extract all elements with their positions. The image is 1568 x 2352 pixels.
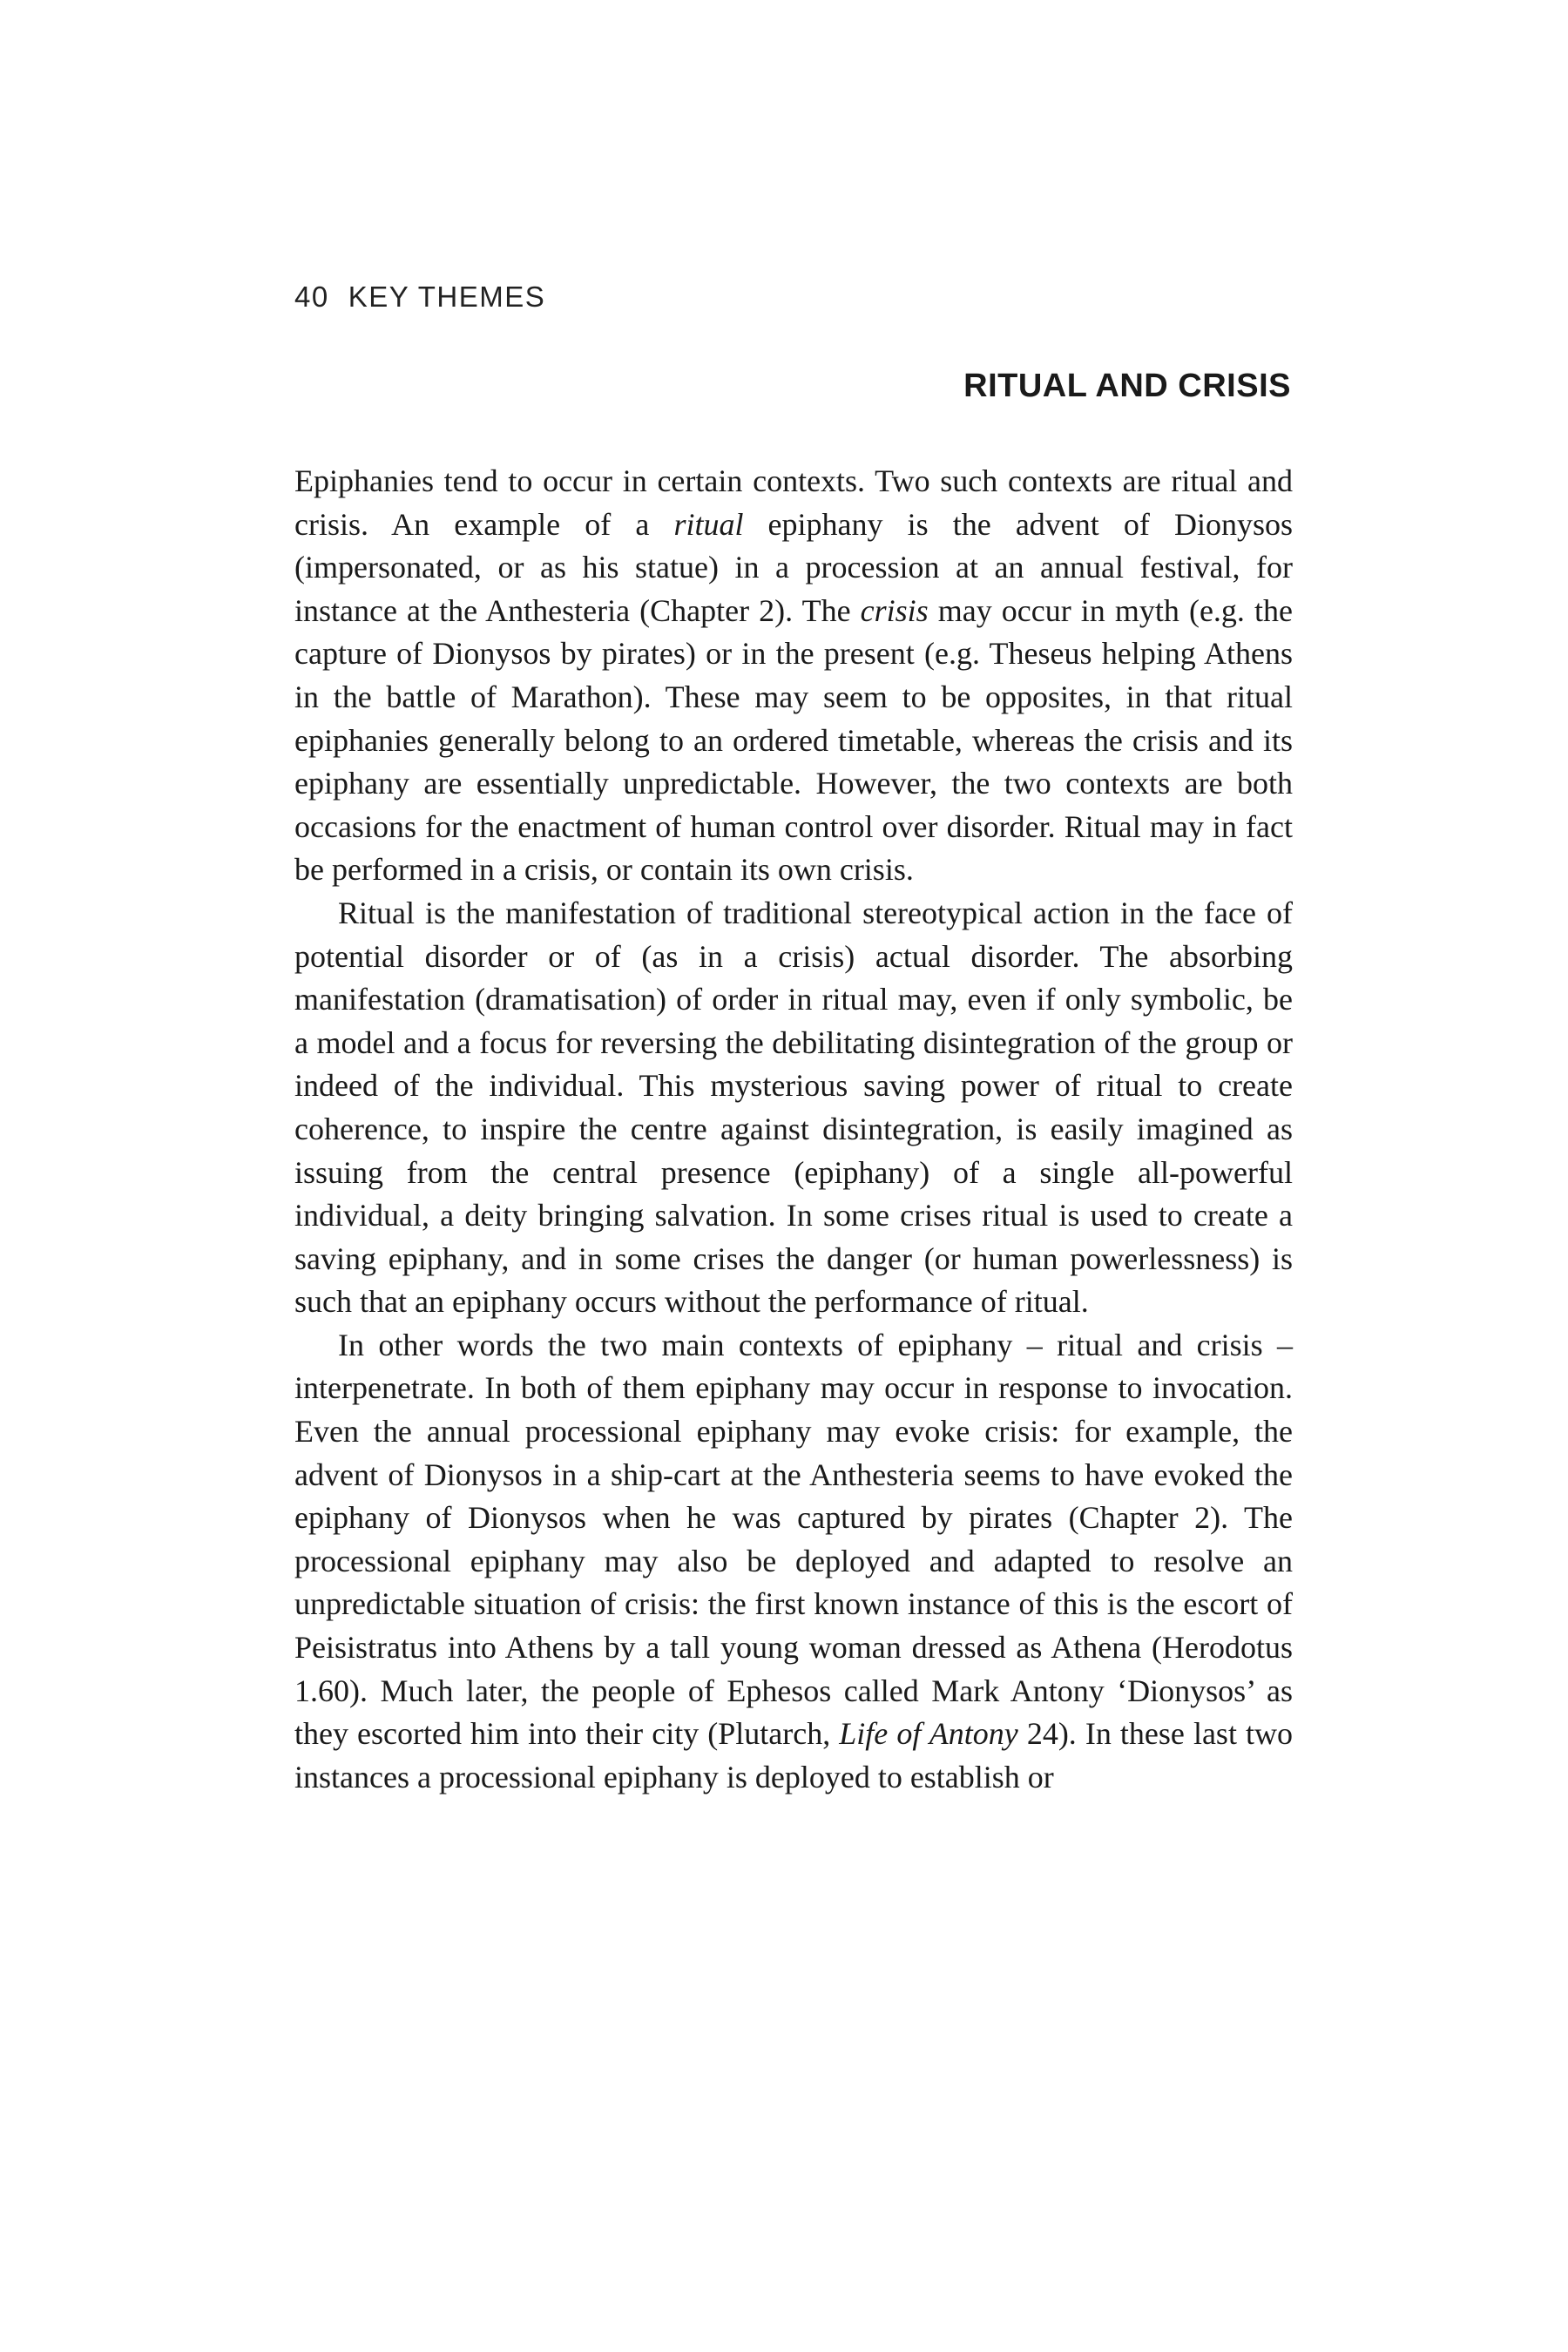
emphasis-crisis: crisis [860,592,929,628]
body-text [294,460,1293,1799]
text-run: 24). In these last two instances a processional epiphany is deployed to establish or [294,1716,1294,1794]
text-run: In other words the two main contexts of epiphany – ritual and crisis – interpenetrate. In both of them epiphany may occur in response to invocation. Even the annual processional epiphany may evoke crisis: for example, the advent of Dionysos in a ship-cart at the Anthesteria seems to have evoked the epiphany of Dionysos when he was captured by pirates (Chapter 2). The processional epiphany may also be deployed and adapted to resolve an unpredictable situation of crisis: the first known instance of this is the escort of Peisistratus into Athens by a tall young woman dressed as Athena (Herodotus 1.60). Much later, the people of Ephesos called Mark Antony ‘Dionysos’ as they escorted him into their city (Plutarch, [294,1327,1293,1752]
emphasis-book-title: Life of Antony [839,1716,1018,1752]
text-run: Epiphanies tend to occur in certain contexts. Two such contexts are ritual and crisis. An example of a [294,463,1293,542]
text-run: epiphany is the advent of Dionysos (impersonated, or as his statue) in a procession at an annual festival, for instance at the Anthesteria (Chapter 2). The [294,506,1293,628]
text-run: may occur in myth (e.g. the capture of Dionysos by pirates) or in the present (e.g. Theseus helping Athens in the battle of Marathon). These may seem to be opposites, in that ritual epiphanies generally belong to an ordered timetable, whereas the crisis and its epiphany are essentially unpredictable. However, the two contexts are both occasions for the enactment of human control over disorder. Ritual may in fact be performed in a crisis, or contain its own crisis. [294,592,1293,888]
paragraph-1 [294,460,1293,892]
paragraph-2 [294,892,1293,1324]
text-run: Ritual is the manifestation of traditional stereotypical action in the face of potential disorder or of (as in a crisis) actual disorder. The absorbing manifestation (dramatisation) of order in ritual may, even if only symbolic, be a model and a focus for reversing the debilitating disintegration of the group or indeed of the individual. This mysterious saving power of ritual to create coherence, to inspire the centre against disintegration, is easily imagined as issuing from the central presence (epiphany) of a single all-powerful individual, a deity bringing salvation. In some crises ritual is used to create a saving epiphany, and in some crises the danger (or human powerlessness) is such that an epiphany occurs without the performance of ritual. [294,895,1293,1320]
page-number: 40 [294,280,329,313]
running-head [294,280,545,314]
emphasis-ritual: ritual [673,506,744,542]
running-head-title: KEY THEMES [348,280,546,313]
paragraph-3 [294,1324,1293,1800]
section-heading: RITUAL AND CRISIS [963,368,1291,404]
